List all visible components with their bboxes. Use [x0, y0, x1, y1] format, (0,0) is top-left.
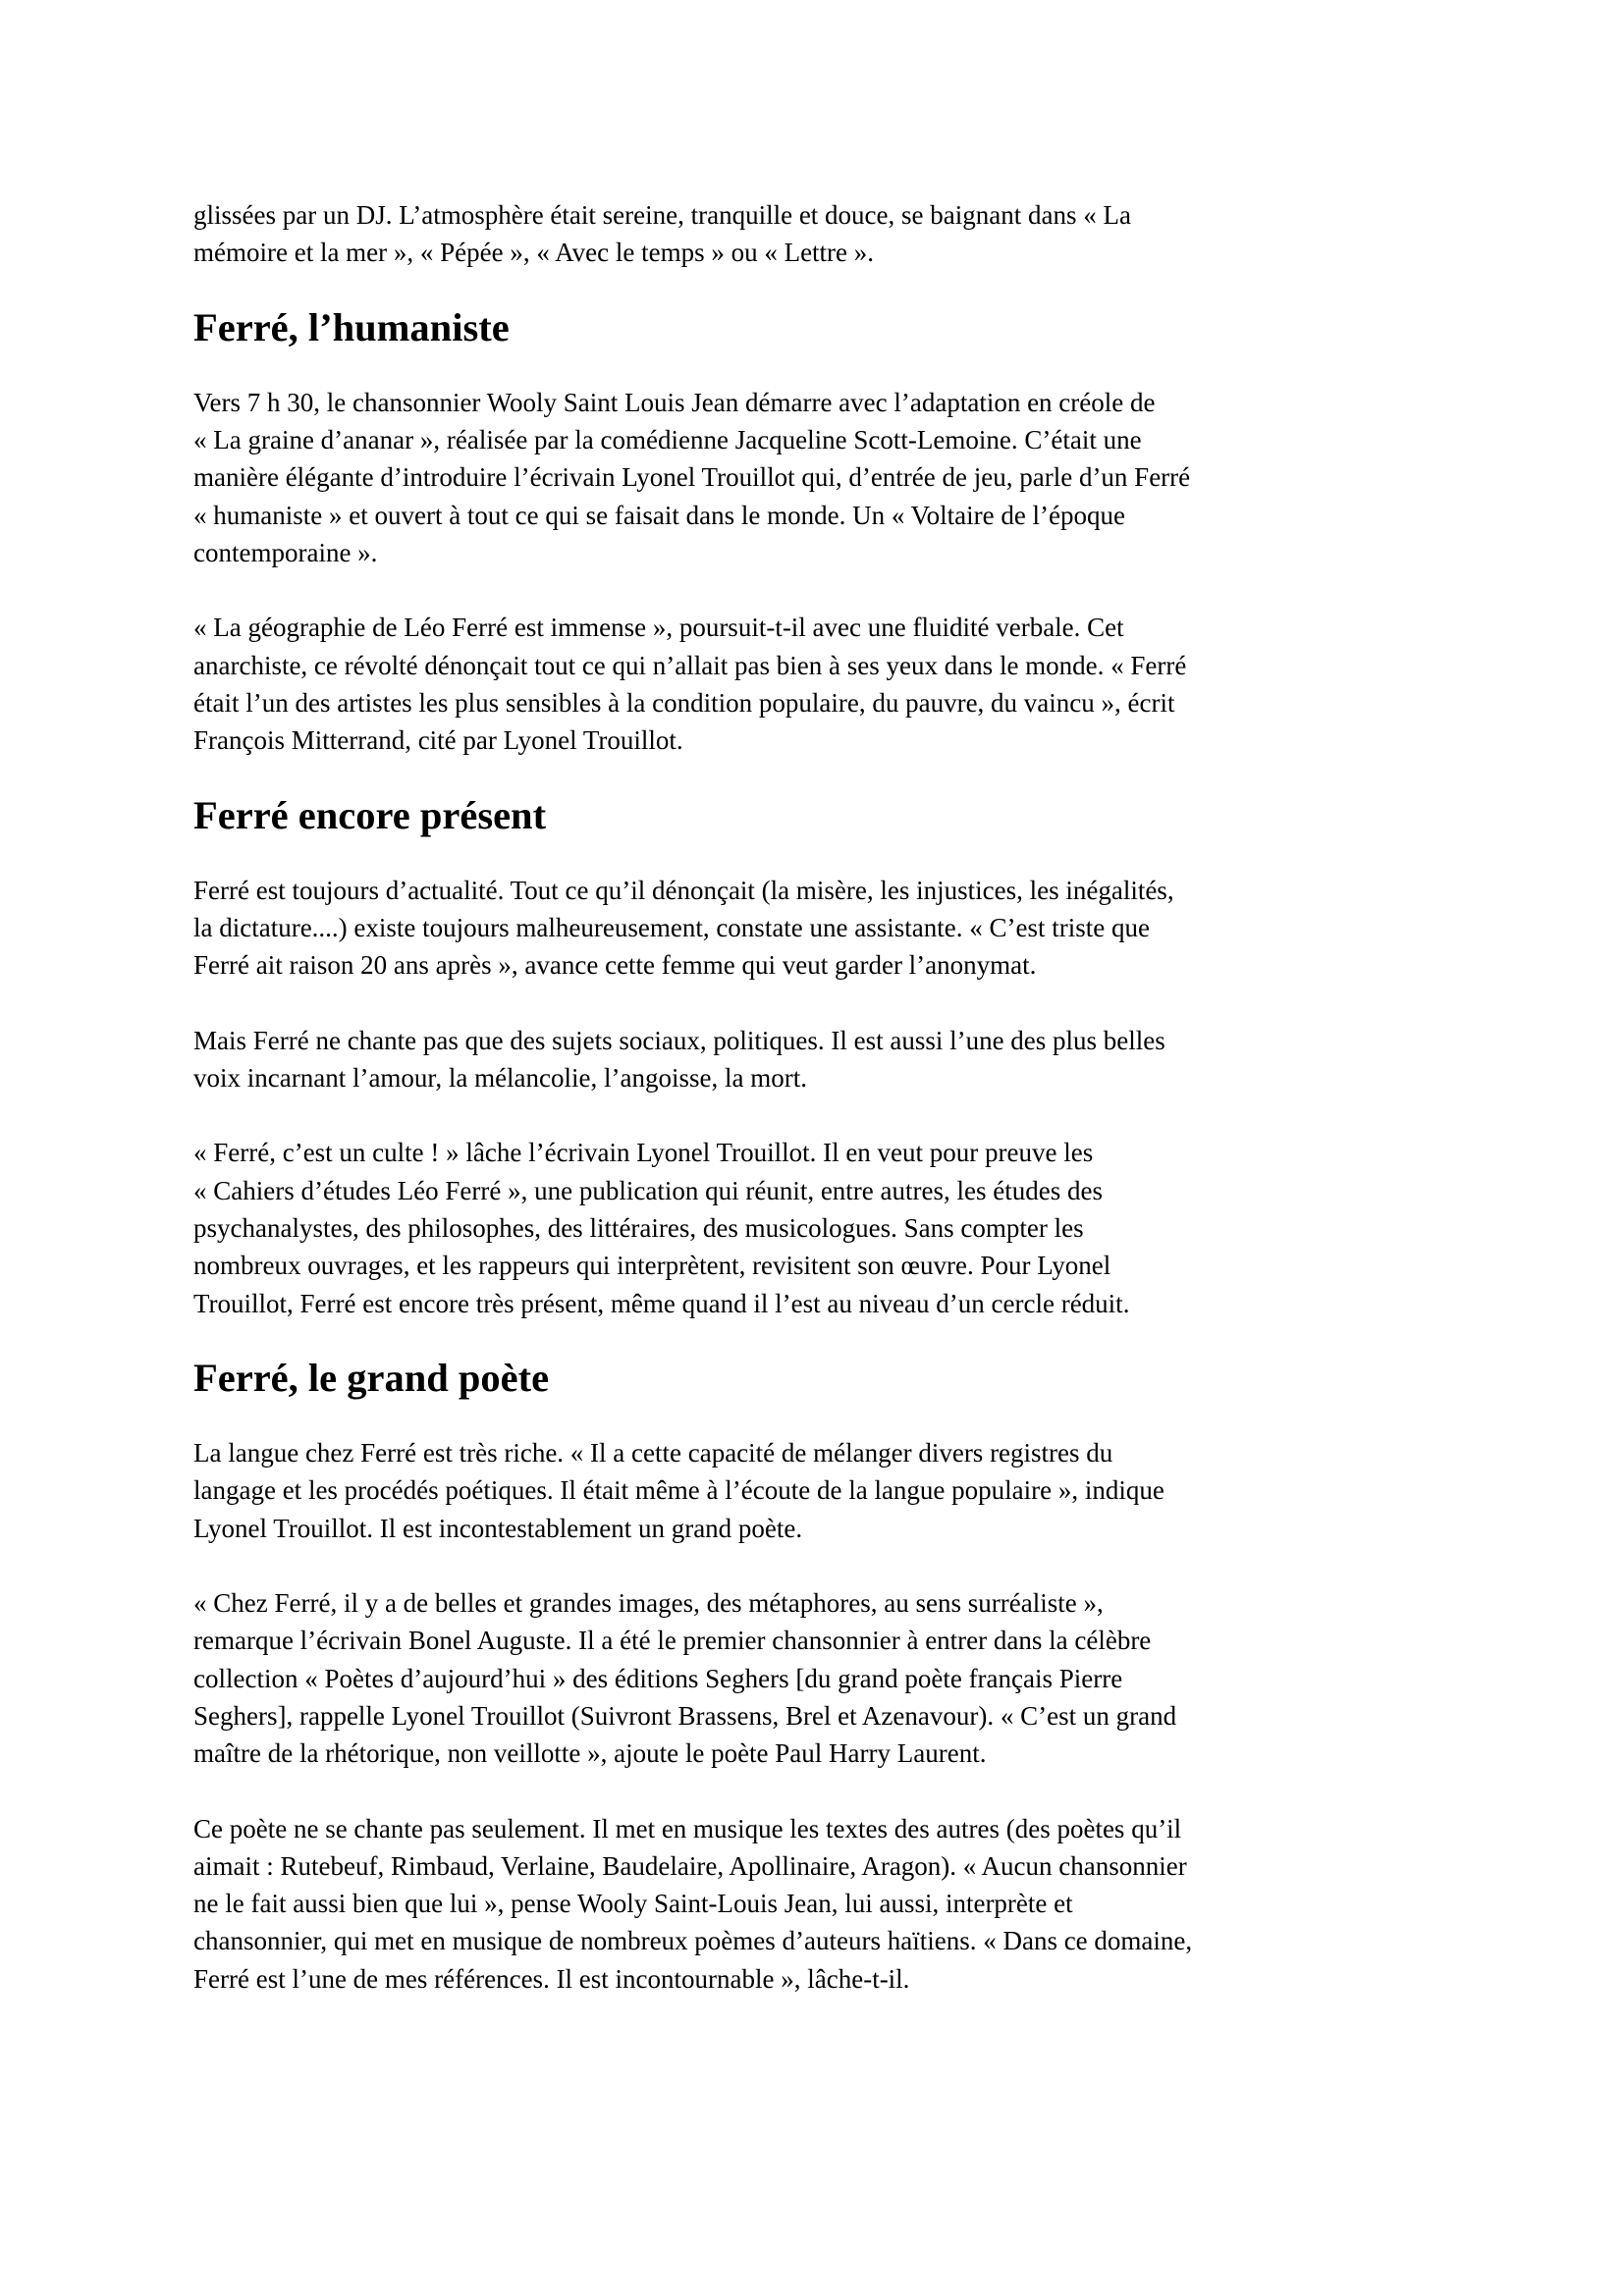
text-line: ne le fait aussi bien que lui », pense Wooly Saint-Louis Jean, lui aussi, interprète et: [193, 1889, 1073, 1919]
text-line: voix incarnant l’amour, la mélancolie, l’angoisse, la mort.: [193, 1063, 807, 1094]
text-line: Seghers], rappelle Lyonel Trouillot (Suivront Brassens, Brel et Azenavour). « C’est un grand: [193, 1700, 1177, 1731]
text-line: Lyonel Trouillot. Il est incontestablement un grand poète.: [193, 1513, 803, 1543]
text-line: langage et les procédés poétiques. Il était même à l’écoute de la langue populaire », indique: [193, 1475, 1164, 1506]
text-line: « Ferré, c’est un culte ! » lâche l’écrivain Lyonel Trouillot. Il en veut pour preuve les: [193, 1138, 1094, 1168]
text-line: nombreux ouvrages, et les rappeurs qui interprètent, revisitent son œuvre. Pour Lyonel: [193, 1251, 1111, 1281]
text-line: Ferré est l’une de mes références. Il est incontournable », lâche-t-il.: [193, 1963, 910, 1994]
text-line: chansonnier, qui met en musique de nombreux poèmes d’auteurs haïtiens. « Dans ce domaine,: [193, 1926, 1193, 1956]
paragraph: [193, 872, 1470, 985]
paragraph-intro-continuation: [193, 196, 1470, 272]
text-line: anarchiste, ce révolté dénonçait tout ce qui n’allait pas bien à ses yeux dans le monde. « Ferré: [193, 650, 1187, 680]
text-line: Trouillot, Ferré est encore très présent, même quand il l’est au niveau d’un cercle réduit.: [193, 1288, 1130, 1318]
text-line: « Cahiers d’études Léo Ferré », une publication qui réunit, entre autres, les études des: [193, 1175, 1103, 1205]
text-line: Ferré est toujours d’actualité. Tout ce qu’il dénonçait (la misère, les injustices, les inégalités,: [193, 875, 1174, 905]
text-line: « La géographie de Léo Ferré est immense », poursuit-t-il avec une fluidité verbale. Cet: [193, 613, 1124, 643]
paragraph: [193, 609, 1470, 759]
text-line: Mais Ferré ne chante pas que des sujets sociaux, politiques. Il est aussi l’une des plus belles: [193, 1025, 1165, 1055]
section-heading-humaniste: Ferré, l’humaniste: [193, 304, 510, 349]
text-line: « Chez Ferré, il y a de belles et grandes images, des métaphores, au sens surréaliste »,: [193, 1588, 1104, 1619]
paragraph: [193, 1134, 1470, 1321]
text-line: Ferré ait raison 20 ans après », avance cette femme qui veut garder l’anonymat.: [193, 950, 1037, 981]
text-line: « La graine d’ananar », réalisée par la comédienne Jacqueline Scott-Lemoine. C’était une: [193, 425, 1142, 455]
text-line: Ce poète ne se chante pas seulement. Il met en musique les textes des autres (des poètes qu’il: [193, 1813, 1182, 1843]
text-line: aimait : Rutebeuf, Rimbaud, Verlaine, Baudelaire, Apollinaire, Aragon). « Aucun chansonnier: [193, 1850, 1187, 1881]
text-line: maître de la rhétorique, non veillotte », ajoute le poète Paul Harry Laurent.: [193, 1738, 987, 1769]
text-line: la dictature....) existe toujours malheureusement, constate une assistante. « C’est triste que: [193, 913, 1150, 943]
document-page: [193, 196, 1470, 2035]
paragraph: [193, 384, 1470, 571]
text-line: était l’un des artistes les plus sensibles à la condition populaire, du pauvre, du vaincu », écrit: [193, 687, 1175, 718]
section-heading-grand-poete: Ferré, le grand poète: [193, 1355, 550, 1400]
text-line: contemporaine ».: [193, 538, 378, 568]
text-line: La langue chez Ferré est très riche. « Il a cette capacité de mélanger divers registres du: [193, 1438, 1113, 1468]
text-line: François Mitterrand, cité par Lyonel Trouillot.: [193, 725, 683, 756]
paragraph: [193, 1434, 1470, 1547]
text-line: mémoire et la mer », « Pépée », « Avec le temps » ou « Lettre ».: [193, 238, 875, 268]
text-line: glissées par un DJ. L’atmosphère était sereine, tranquille et douce, se baignant dans « La: [193, 200, 1131, 230]
text-line: Vers 7 h 30, le chansonnier Wooly Saint Louis Jean démarre avec l’adaptation en créole de: [193, 387, 1156, 417]
paragraph: [193, 1810, 1470, 1998]
paragraph: [193, 1022, 1470, 1097]
text-line: manière élégante d’introduire l’écrivain Lyonel Trouillot qui, d’entrée de jeu, parle d’un Ferré: [193, 462, 1191, 493]
text-line: collection « Poètes d’aujourd’hui » des éditions Seghers [du grand poète français Pierre: [193, 1663, 1123, 1693]
text-line: « humaniste » et ouvert à tout ce qui se faisait dans le monde. Un « Voltaire de l’époque: [193, 500, 1126, 530]
text-line: remarque l’écrivain Bonel Auguste. Il a été le premier chansonnier à entrer dans la célèbre: [193, 1626, 1152, 1656]
section-heading-encore-present: Ferré encore présent: [193, 792, 547, 837]
text-line: psychanalystes, des philosophes, des littéraires, des musicologues. Sans compter les: [193, 1212, 1084, 1243]
paragraph: [193, 1584, 1470, 1772]
